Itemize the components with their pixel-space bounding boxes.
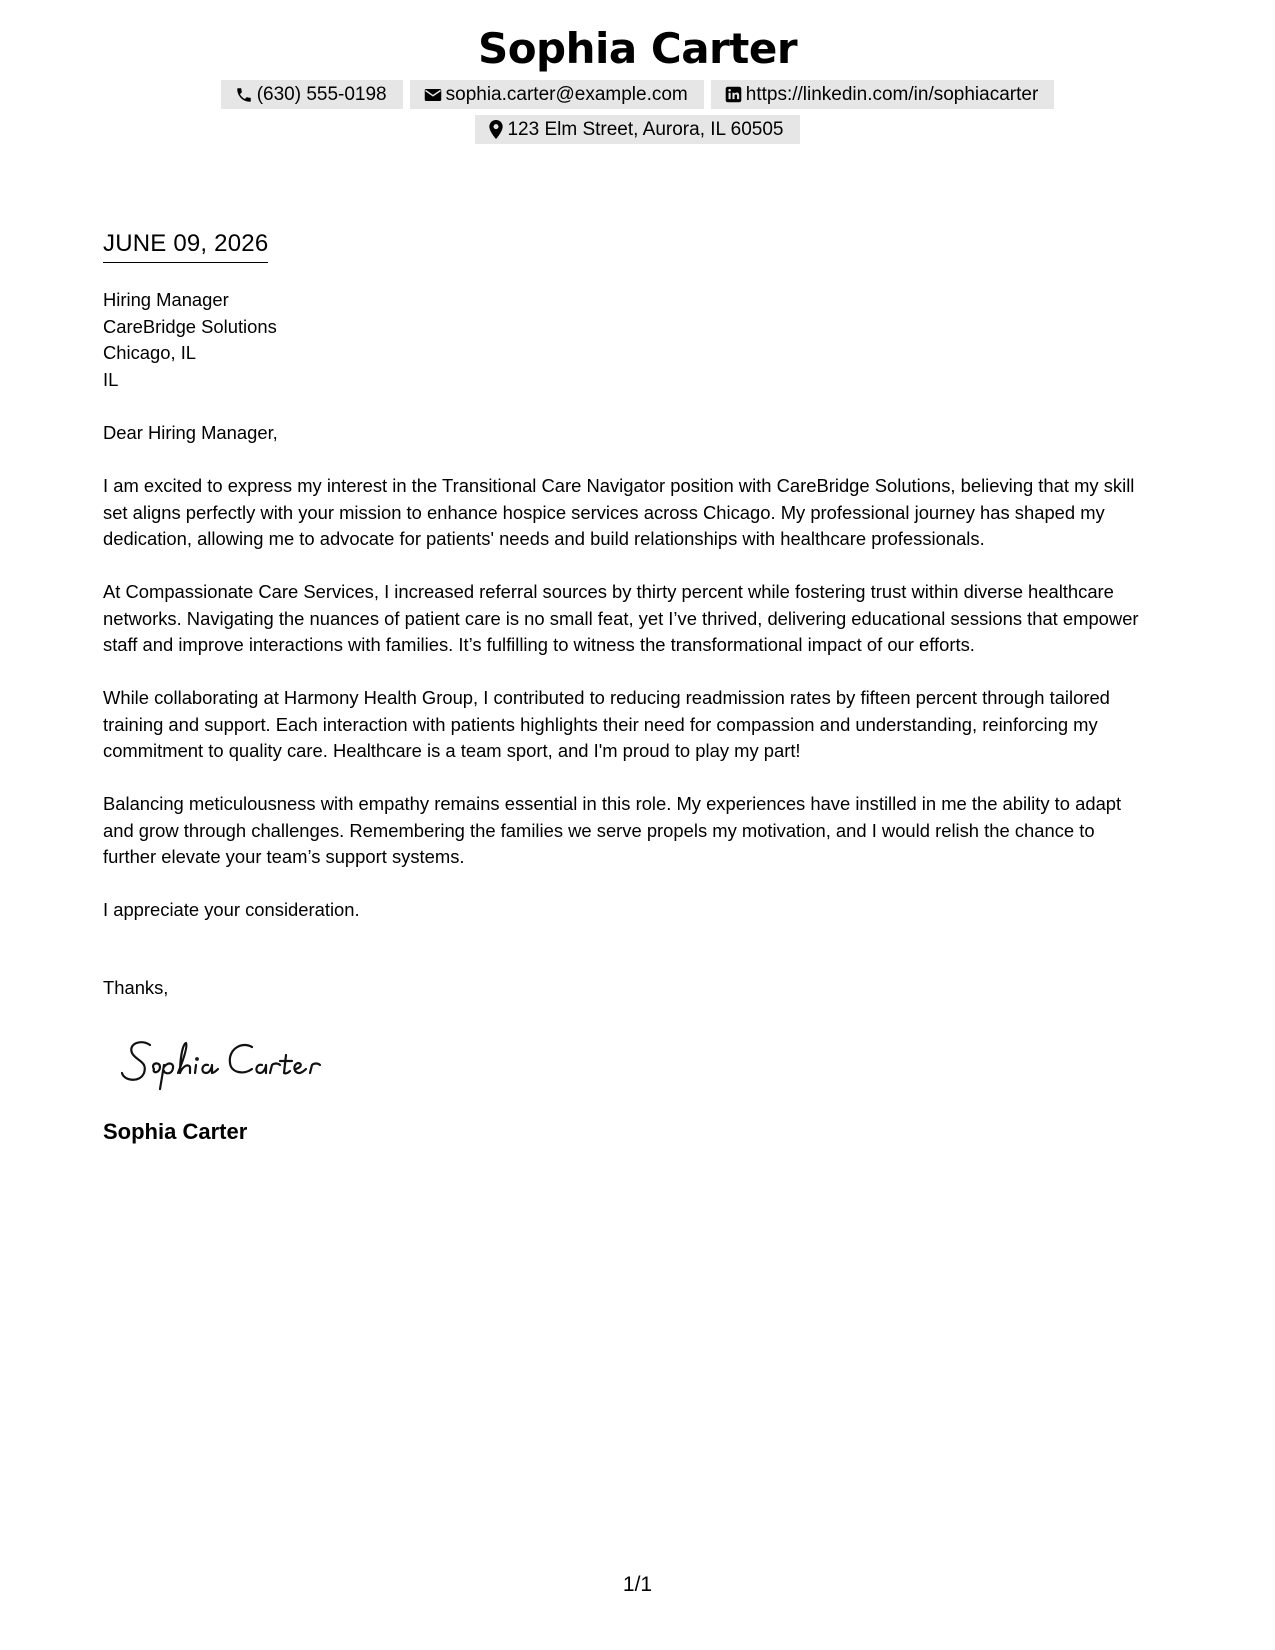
typed-name: Sophia Carter [103, 1119, 248, 1144]
map-pin-icon [489, 120, 507, 139]
body-paragraph [103, 473, 1178, 553]
paragraph-line: dedication, allowing me to advocate for patients' needs and build relationships with healthcare professionals. [103, 528, 985, 549]
paragraph-line: I am excited to express my interest in the Transitional Care Navigator position with CareBridge Solutions, believing that my skill [103, 475, 1135, 496]
paragraph-line: At Compassionate Care Services, I increased referral sources by thirty percent while fostering trust within diverse healthcare [103, 581, 1114, 602]
phone-chip [221, 80, 403, 109]
phone-icon [235, 86, 257, 104]
recipient-block [103, 287, 1178, 393]
email-chip [410, 80, 704, 109]
linkedin-link[interactable]: https://linkedin.com/in/sophiacarter [745, 84, 1039, 105]
paragraph-line: set aligns perfectly with your mission to enhance hospice services across Chicago. My professional journey has shaped my [103, 501, 1105, 523]
paragraph-line: While collaborating at Harmony Health Group, I contributed to reducing readmission rates by fifteen percent through tailored [103, 687, 1110, 708]
signoff: Thanks, [103, 977, 169, 998]
closing-line: I appreciate your consideration. [103, 899, 360, 920]
page-number: 1/1 [622, 1573, 653, 1596]
paragraph-line: networks. Navigating the nuances of patient care is no small feat, yet I’ve thrived, delivering educational sessions that empower [103, 607, 1139, 629]
paragraph-line: further elevate your team’s support systems. [103, 846, 465, 867]
salutation: Dear Hiring Manager, [103, 422, 278, 443]
paragraph-line: commitment to quality care. Healthcare is a team sport, and I'm proud to play my part! [103, 740, 801, 761]
address-text: 123 Elm Street, Aurora, IL 60505 [507, 119, 784, 140]
recipient-line: CareBridge Solutions [103, 315, 277, 337]
paragraph-line: and grow through challenges. Remembering the families we serve propels my motivation, and I would relish the chance to [103, 819, 1095, 841]
address-chip [475, 115, 799, 144]
phone-number: (630) 555-0198 [256, 84, 387, 105]
applicant-name: Sophia Carter [477, 24, 798, 73]
recipient-line: IL [103, 368, 119, 390]
letter-date: JUNE 09, 2026 [103, 227, 268, 263]
body-paragraph [103, 685, 1178, 765]
body-paragraph [103, 791, 1178, 871]
address-row [0, 115, 1275, 144]
paragraph-line: Balancing meticulousness with empathy remains essential in this role. My experiences have instilled in me the ability to adapt [103, 793, 1122, 814]
linkedin-chip [711, 80, 1055, 109]
body-paragraph [103, 579, 1178, 659]
envelope-icon [424, 87, 446, 103]
signature-image [120, 1033, 350, 1093]
paragraph-line: staff and improve interactions with families. It’s fulfilling to witness the transformational impact of our efforts. [103, 634, 975, 655]
recipient-line: Chicago, IL [103, 342, 197, 363]
handwritten-signature [120, 1033, 350, 1098]
email-link[interactable]: sophia.carter@example.com [445, 84, 688, 105]
contact-row [0, 80, 1275, 109]
linkedin-icon [725, 86, 746, 103]
paragraph-line: training and support. Each interaction with patients highlights their need for compassion and understanding, reinforcing my [103, 713, 1098, 735]
recipient-line: Hiring Manager [103, 289, 229, 310]
